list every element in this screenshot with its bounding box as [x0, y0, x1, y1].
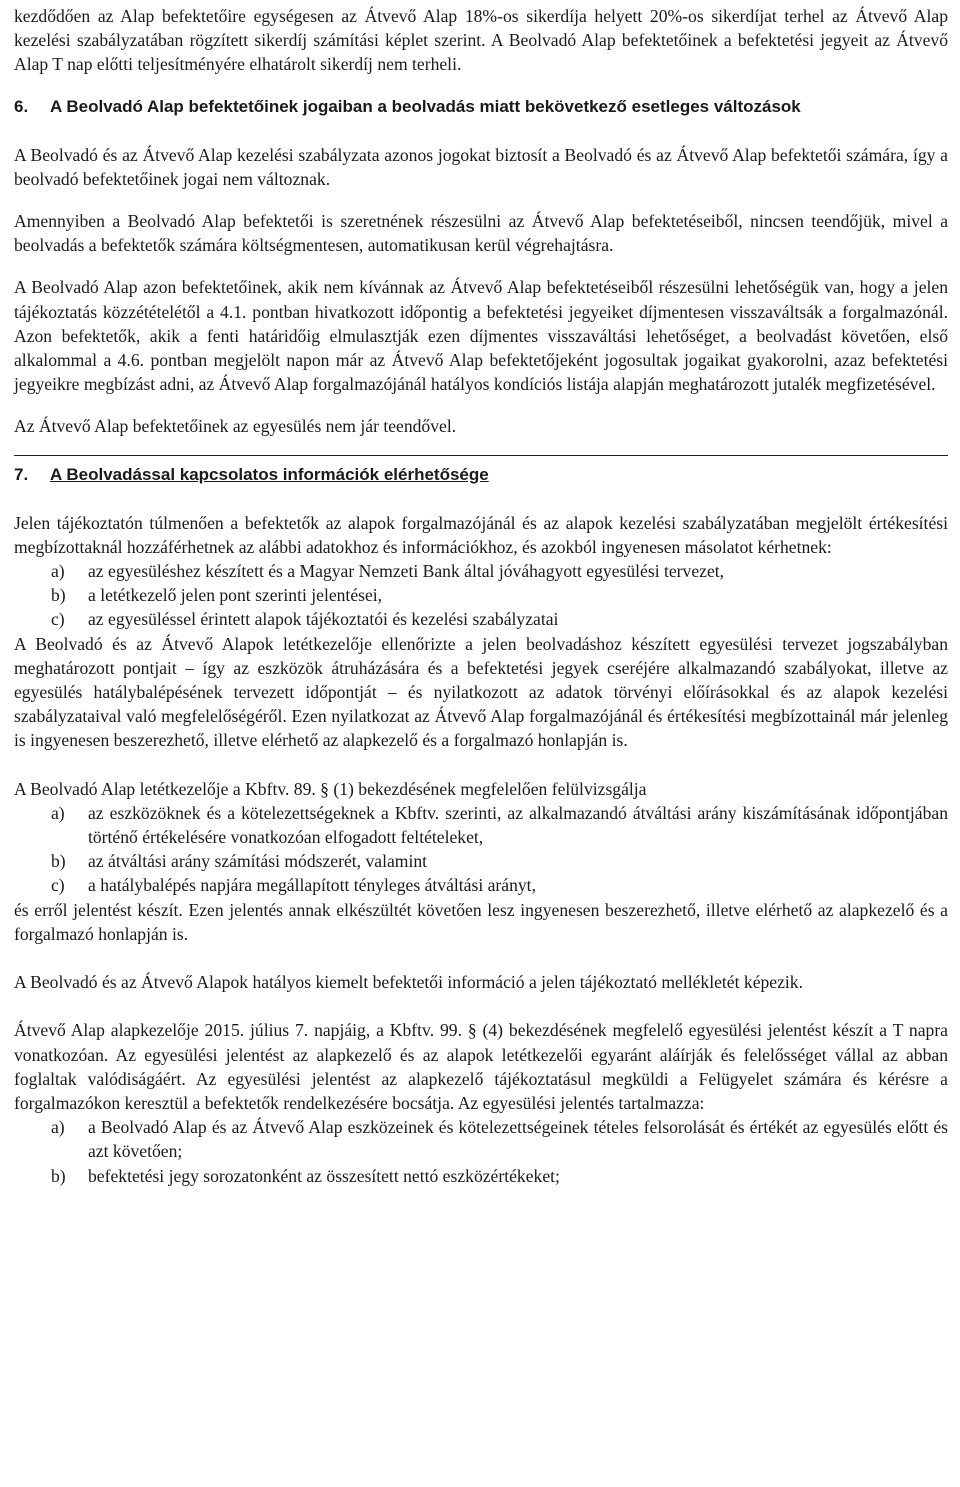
paragraph-teendo: Amennyiben a Beolvadó Alap befektetői is szeretnének részesülni az Átvevő Alap befektetéseiből, nincsen teendőjük, mivel a beolvadás a befektetők számára költségmentesen, automatikusan kerül végrehajtásra.: [14, 211, 948, 256]
list-item-text: az egyesüléshez készített és a Magyar Nemzeti Bank által jóváhagyott egyesülési tervezet,: [88, 561, 725, 582]
section-6-number: 6.: [14, 96, 29, 116]
list-review-items: [14, 801, 948, 898]
paragraph-jogok: A Beolvadó és az Átvevő Alap kezelési szabályzata azonos jogokat biztosít a Beolvadó és az Átvevő Alap befektetői számára, így a beolvadó befektetőinek jogai nem változnak.: [14, 144, 948, 189]
list-marker: b): [51, 1165, 66, 1186]
list-item: [14, 801, 948, 849]
list-item-text: a hatálybalépés napjára megállapított tényleges átváltási arányt,: [88, 875, 536, 896]
list-item: [14, 873, 948, 897]
section-7-number: 7.: [14, 464, 29, 484]
list-documents: [14, 559, 948, 632]
list-item-text: az átváltási arány számítási módszerét, valamint: [88, 851, 428, 872]
section-7-heading: [14, 455, 948, 487]
list-item: [14, 583, 948, 607]
list-item-text: az eszközöknek és a kötelezettségeknek a Kbftv. szerinti, az alkalmazandó átváltási arány kiszámításának időpontjában történő értékelésére vonatkozóan elfogadott feltételeket,: [88, 802, 948, 848]
paragraph-felulvizsgalat: A Beolvadó Alap letétkezelője a Kbftv. 89. § (1) bekezdésének megfelelően felülvizsgálja: [14, 778, 647, 799]
list-item-text: az egyesüléssel érintett alapok tájékoztatói és kezelési szabályzatai: [88, 609, 559, 630]
paragraph-jelentes: és erről jelentést készít. Ezen jelentés annak elkészültét követően lesz ingyenesen beszerezhető, illetve elérhető az alapkezelő és a forgalmazó honlapján is.: [14, 899, 948, 944]
list-item: [14, 1115, 948, 1163]
list-marker: a): [51, 1117, 65, 1138]
paragraph-atvevo-teendo: Az Átvevő Alap befektetőinek az egyesülés nem jár teendővel.: [14, 416, 457, 437]
list-report-contents: [14, 1115, 948, 1188]
list-marker: a): [51, 802, 65, 823]
list-item: [14, 849, 948, 873]
list-marker: c): [51, 609, 65, 630]
list-marker: c): [51, 875, 65, 896]
section-7-title: A Beolvadással kapcsolatos információk elérhetősége: [50, 464, 489, 484]
paragraph-sikerdij: kezdődően az Alap befektetőire egységesen az Átvevő Alap 18%-os sikerdíja helyett 20%-os sikerdíjat terhel az Átvevő Alap kezelési szabályzatában rögzített sikerdíj számítási képlet szerint. A Beolvadó Alap befektetőinek a befektetési jegyeit az Átvevő Alap T nap előtti teljesítményére elhatárolt sikerdíj nem terheli.: [14, 6, 948, 75]
paragraph-kiemelt-informacio: A Beolvadó és az Átvevő Alapok hatályos kiemelt befektetői információ a jelen tájékoztató mellékletét képezik.: [14, 972, 803, 993]
paragraph-letetkezelo-nyilatkozat: A Beolvadó és az Átvevő Alapok letétkezelője ellenőrizte a jelen beolvadáshoz készített egyesülési tervezet jogszabályban meghatározott pontjait – így az eszközök átruházására és a befektetési jegyek cseréjére alkalmazandó szabályokat, illetve az egyesülés hatálybalépésének tervezett időpontját – és nyilatkozott az adatok törvényi előírásokkal és az alapok kezelési szabályzataival való megfelelőségéről. Ezen nyilatkozat az Átvevő Alap forgalmazójánál és értékesítési megbízottainál már jelenleg is ingyenesen beszerezhető, illetve elérhető az alapkezelő és a forgalmazó honlapján is.: [14, 633, 948, 751]
section-6-title: A Beolvadó Alap befektetőinek jogaiban a beolvadás miatt bekövetkező esetleges változások: [50, 96, 801, 116]
list-item: [14, 607, 948, 631]
list-item: [14, 559, 948, 583]
list-item: [14, 1164, 948, 1188]
list-item-text: a letétkezelő jelen pont szerinti jelentései,: [88, 585, 383, 606]
list-item-text: befektetési jegy sorozatonként az összesített nettó eszközértékeket;: [88, 1165, 560, 1186]
list-marker: b): [51, 585, 66, 606]
paragraph-hozzaferes: Jelen tájékoztatón túlmenően a befektetők az alapok forgalmazójánál és az alapok kezelési szabályzatában megjelölt értékesítési megbízottaknál hozzáférhetnek az alábbi adatokhoz és információkhoz, és azokból ingyenesen másolatot kérhetnek:: [14, 512, 948, 557]
document-page: [14, 4, 948, 1188]
paragraph-egyesulesi-jelentes: Átvevő Alap alapkezelője 2015. július 7. napjáig, a Kbftv. 99. § (4) bekezdésének megfelelő egyesülési jelentést készít a T napra vonatkozóan. Az egyesülési jelentést az alapkezelő és az alapok letétkezelői egyaránt aláírják és felelősséget vállal az abban foglaltak valódiságáért. Az egyesülési jelentést az alapkezelő tájékoztatásul megküldi a Felügyelet számára és kérésre a forgalmazókon keresztül a befektetők rendelkezésére bocsátja. Az egyesülési jelentés tartalmazza:: [14, 1020, 948, 1113]
paragraph-visszavaltas: A Beolvadó Alap azon befektetőinek, akik nem kívánnak az Átvevő Alap befektetéseiből részesülni lehetőségük van, hogy a jelen tájékoztatás közzétételétől a 4.1. pontban hivatkozott időpontig a befektetési jegyeiket díjmentesen visszaváltsák a forgalmazónál. Azon befektetők, akik a fenti határidőig elmulasztják ezen díjmentes visszaváltási lehetőséget, a beolvadást követően, első alkalommal a 4.6. pontban megjelölt napon már az Átvevő Alap befektetőjeként jogosultak jogaikat gyakorolni, azaz befektetési jegyeikre megbízást adni, az Átvevő Alap forgalmazójánál hatályos kondíciós listája alapján meghatározott jutalék megfizetésével.: [14, 277, 948, 395]
list-marker: a): [51, 561, 65, 582]
list-item-text: a Beolvadó Alap és az Átvevő Alap eszközeinek és kötelezettségeinek tételes felsorolását és értékét az egyesülés előtt és azt követően;: [88, 1117, 948, 1162]
list-marker: b): [51, 851, 66, 872]
section-6-heading: [14, 95, 948, 119]
